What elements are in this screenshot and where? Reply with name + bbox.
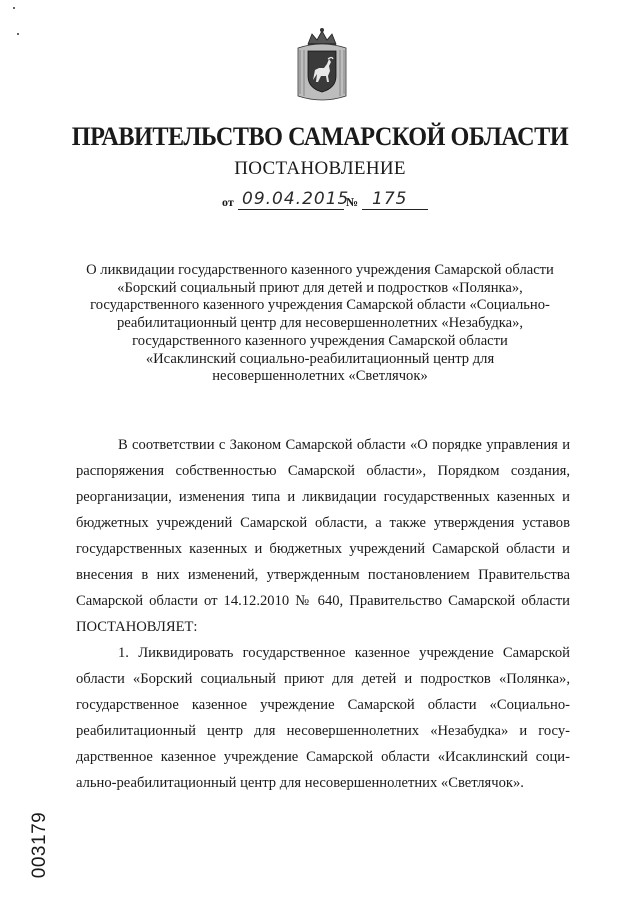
subject-line: «Борский социальный приют для детей и подростков «Полянка», bbox=[117, 279, 523, 296]
government-title: ПРАВИТЕЛЬСТВО САМАРСКОЙ ОБЛАСТИ bbox=[71, 122, 569, 151]
subject-line: государственного казенного учреждения Самарской области «Социально- bbox=[90, 297, 550, 314]
subject-line: несовершеннолетних «Светлячок» bbox=[212, 368, 428, 385]
subject-line: реабилитационный центр для несовершеннолетних «Незабудка», bbox=[116, 315, 524, 332]
serial-number: 003179 bbox=[29, 811, 50, 879]
coat-of-arms-icon bbox=[296, 26, 348, 104]
document-subject bbox=[60, 262, 580, 386]
document-body bbox=[76, 432, 570, 796]
subject-line: государственного казенного учреждения Самарской области bbox=[132, 332, 508, 349]
preamble-paragraph: В соответствии с Законом Самарской области «О порядке управления и распоряжения собственностью Самарской области», Порядком создания, реорганизации, изменения типа и ликвидации государственных казенных и бюджетных учреждений Самарской области, а также утверждения уставов государственных казенных и бюджетных учреждений Самарской области и внесения в них изменений, утвержденным постановлением Правительства Самарской области от 14.12.2010 № 640, Правительство Самарской области ПОСТАНОВЛЯЕТ: bbox=[76, 437, 570, 635]
scan-speck bbox=[13, 7, 15, 9]
document-type: ПОСТАНОВЛЕНИЕ bbox=[234, 158, 406, 179]
number-handwritten: 175 bbox=[372, 189, 408, 209]
date-label: от bbox=[222, 195, 234, 209]
resolution-item-1: 1. Ликвидировать государственное казенное учреждение Самарской области «Борский социальный приют для детей и подростков «Полянка», государственное казенное учреждение Самарской области «Социально-реабилитационный центр для несовершеннолетних «Незабудка» и государственное казенное учреждение Самарской области «Исаклинский социально-реабилитационный центр для несовершеннолетних «Светлячок». bbox=[76, 645, 570, 791]
number-label: № bbox=[346, 195, 359, 209]
number-underline bbox=[362, 209, 428, 210]
date-handwritten: 09.04.2015 bbox=[242, 189, 350, 209]
serial-number-stamp bbox=[30, 800, 50, 890]
subject-line: О ликвидации государственного казенного учреждения Самарской области bbox=[86, 262, 554, 278]
scan-speck bbox=[17, 33, 19, 35]
date-underline bbox=[238, 209, 344, 210]
document-date-number-line bbox=[222, 188, 432, 212]
subject-line: «Исаклинский социально-реабилитационный центр для bbox=[145, 350, 495, 367]
